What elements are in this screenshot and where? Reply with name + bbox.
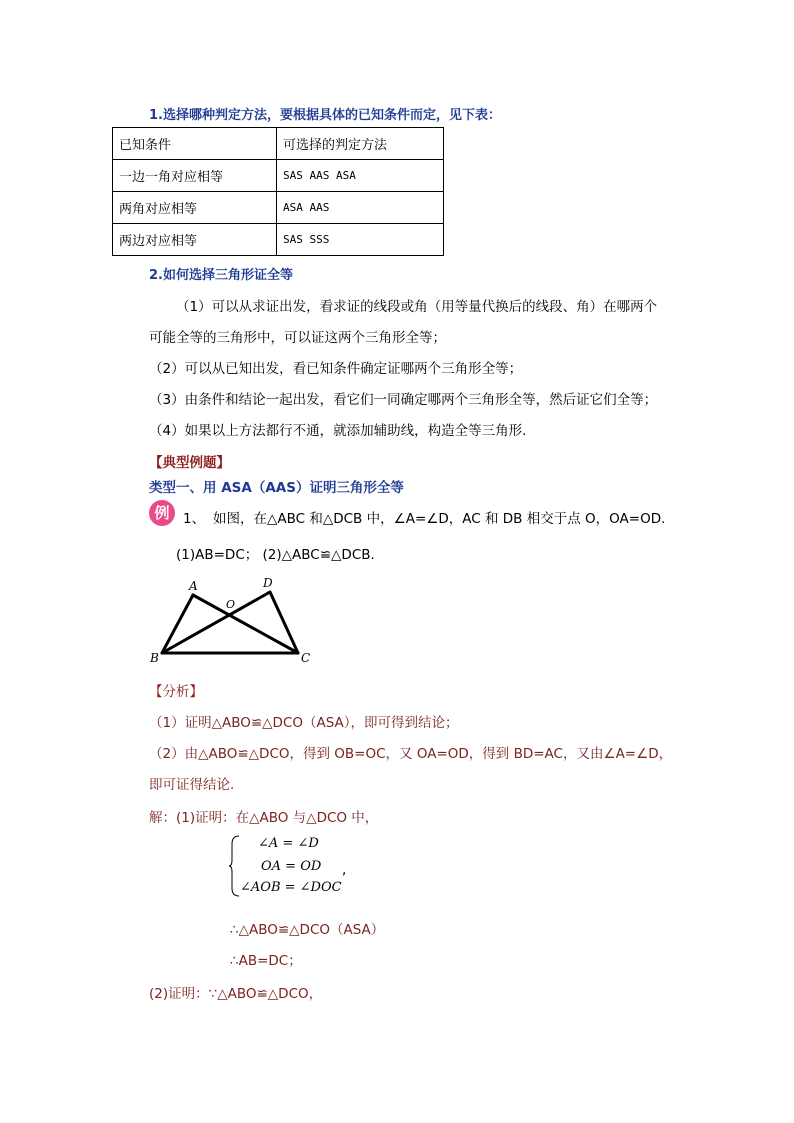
heading-choose-triangles: 2.如何选择三角形证全等: [149, 268, 293, 283]
conclusion-line: ∴AB=DC；: [230, 953, 302, 969]
example-badge: 例: [149, 500, 175, 526]
heading-method-selection: 1.选择哪种判定方法，要根据具体的已知条件而定，见下表：: [149, 108, 501, 123]
analysis-line: （1）证明△ABO≌△DCO（ASA），即可得到结论；: [149, 715, 459, 731]
method-line: （1）可以从求证出发，看求证的线段或角（用等量代换后的线段、角）在哪两个: [176, 299, 658, 315]
criteria-table: [112, 127, 444, 256]
table-cell: ASA AAS: [277, 192, 444, 224]
label-b: B: [150, 651, 159, 665]
system-comma: ,: [342, 862, 347, 878]
label-d: D: [263, 576, 273, 590]
solution-part2: (2)证明：∵△ABO≌△DCO，: [149, 986, 323, 1002]
analysis-line: （2）由△ABO≌△DCO，得到 OB=OC，又 OA=OD，得到 BD=AC，又由∠A=∠D，: [149, 746, 673, 762]
example-statement: 如图，在△ABC 和△DCB 中，∠A=∠D，AC 和 DB 相交于点 O，OA=OD.: [213, 511, 666, 527]
table-row: [113, 224, 444, 256]
table-row: [113, 192, 444, 224]
section-title: 【典型例题】: [149, 455, 230, 471]
type-title: 类型一、用 ASA（AAS）证明三角形全等: [149, 480, 404, 496]
table-row: [113, 160, 444, 192]
table-header-cell: 已知条件: [113, 128, 277, 160]
system-line: ∠AOB = ∠DOC: [240, 880, 342, 895]
example-tasks: (1)AB=DC； (2)△ABC≌△DCB.: [176, 547, 375, 563]
analysis-title: 【分析】: [149, 684, 203, 700]
example-number: 1、: [183, 511, 206, 527]
method-line: 可能全等的三角形中，可以证这两个三角形全等；: [149, 330, 446, 346]
table-cell: 一边一角对应相等: [113, 160, 277, 192]
label-o: O: [226, 598, 236, 611]
label-c: C: [301, 651, 311, 665]
triangle-figure: [140, 570, 320, 665]
conclusion-line: ∴△ABO≌△DCO（ASA）: [230, 922, 385, 938]
method-line: （2）可以从已知出发，看已知条件确定证哪两个三角形全等；: [149, 361, 523, 377]
system-line: ∠A = ∠D: [258, 836, 319, 851]
label-a: A: [189, 579, 198, 593]
table-cell: SAS AAS ASA: [277, 160, 444, 192]
table-header-cell: 可选择的判定方法: [277, 128, 444, 160]
table-cell: 两角对应相等: [113, 192, 277, 224]
method-line: （3）由条件和结论一起出发，看它们一同确定哪两个三角形全等，然后证它们全等；: [149, 392, 658, 408]
solution-intro: 解：(1)证明：在△ABO 与△DCO 中，: [149, 810, 379, 826]
table-cell: SAS SSS: [277, 224, 444, 256]
system-line: OA = OD: [261, 859, 322, 874]
table-cell: 两边对应相等: [113, 224, 277, 256]
table-header-row: [113, 128, 444, 160]
segment-ac: [193, 595, 298, 653]
method-line: （4）如果以上方法都行不通，就添加辅助线，构造全等三角形.: [149, 423, 527, 439]
analysis-line: 即可证得结论.: [149, 777, 235, 793]
